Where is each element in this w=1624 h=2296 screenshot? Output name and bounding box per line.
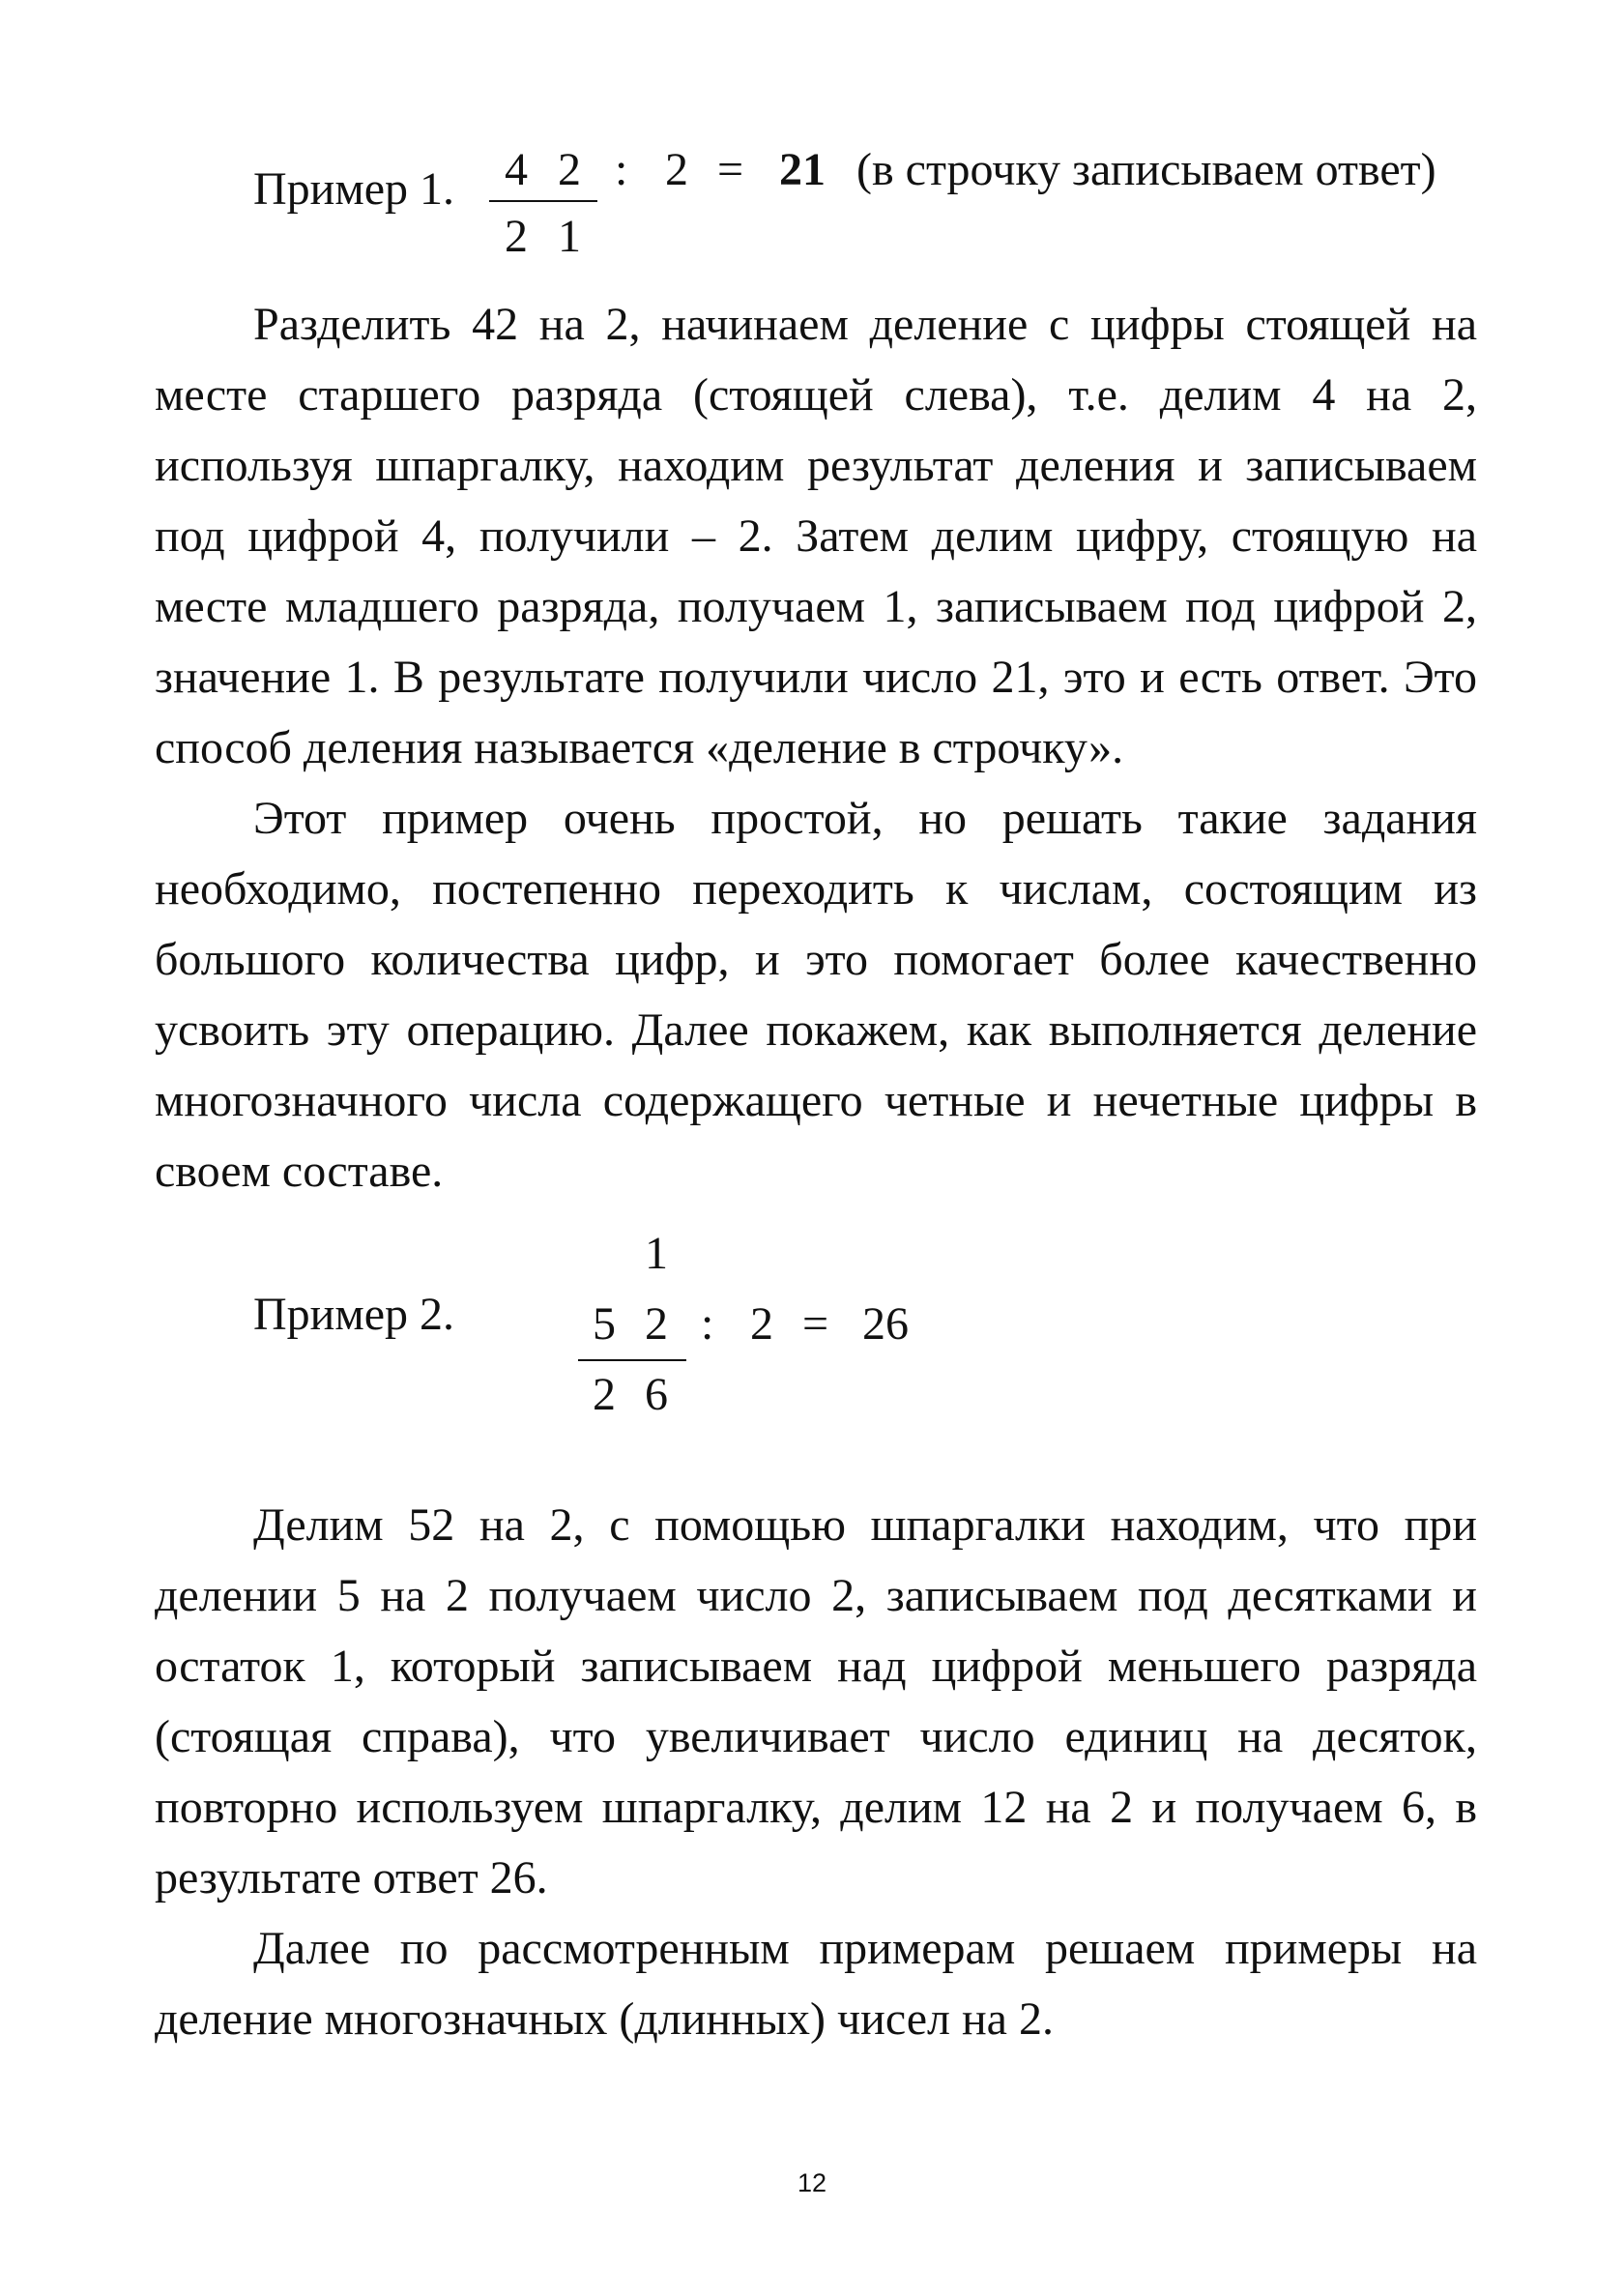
example-1-dividend-digit: 2 bbox=[558, 144, 581, 195]
page-number: 12 bbox=[797, 2168, 827, 2197]
example-2-divisor: 2 bbox=[750, 1298, 773, 1350]
example-2-result-digit: 6 bbox=[645, 1369, 668, 1420]
example-1-label: Пример 1. bbox=[253, 163, 455, 215]
example-2-dividend-digit: 2 bbox=[645, 1298, 668, 1350]
example-1-underline bbox=[489, 200, 597, 202]
example-2-equals-sign: = bbox=[802, 1298, 829, 1350]
example-2-label: Пример 2. bbox=[253, 1289, 455, 1340]
example-1-result-digit: 2 bbox=[505, 211, 528, 262]
example-1-equals-sign: = bbox=[717, 144, 744, 195]
example-2-division-sign: : bbox=[701, 1298, 714, 1350]
example-2-underline bbox=[578, 1359, 686, 1361]
example-1-dividend-digit: 4 bbox=[505, 144, 528, 195]
paragraph: Этот пример очень простой, но решать такие задания необходимо, постепенно переходить к числам, состоящим из большого количества цифр, и это помогает более качественно усвоить эту операцию. Далее покажем, как выполняется деление многозначного числа содержащего четные и нечетные цифры в своем составе. bbox=[155, 793, 1477, 1197]
example-1-note: (в строчку записываем ответ) bbox=[856, 144, 1436, 195]
example-2-dividend-digit: 5 bbox=[593, 1298, 616, 1350]
example-1-answer: 21 bbox=[779, 144, 826, 195]
paragraph: Разделить 42 на 2, начинаем деление с цифры стоящей на месте старшего разряда (стоящей слева), т.е. делим 4 на 2, используя шпаргалку, находим результат деления и записываем под цифрой 4, получили – 2. Затем делим цифру, стоящую на месте младшего разряда, получаем 1, записываем под цифрой 2, значение 1. В результате получили число 21, это и есть ответ. Это способ деления называется «деление в строчку». bbox=[155, 299, 1477, 773]
example-1-result-digit: 1 bbox=[558, 211, 581, 262]
paragraph: Далее по рассмотренным примерам решаем примеры на деление многозначных (длинных) чисел на 2. bbox=[155, 1923, 1477, 2045]
paragraph: Делим 52 на 2, с помощью шпаргалки находим, что при делении 5 на 2 получаем число 2, записываем под десятками и остаток 1, который записываем над цифрой меньшего разряда (стоящая справа), что увеличивает число единиц на десяток, повторно используем шпаргалку, делим 12 на 2 и получаем 6, в результате ответ 26. bbox=[155, 1499, 1477, 1904]
example-2-result-digit: 2 bbox=[593, 1369, 616, 1420]
example-1-divisor: 2 bbox=[665, 144, 688, 195]
example-2-carry-digit: 1 bbox=[645, 1228, 668, 1279]
example-1-division-sign: : bbox=[615, 144, 628, 195]
example-2-answer: 26 bbox=[862, 1298, 909, 1350]
